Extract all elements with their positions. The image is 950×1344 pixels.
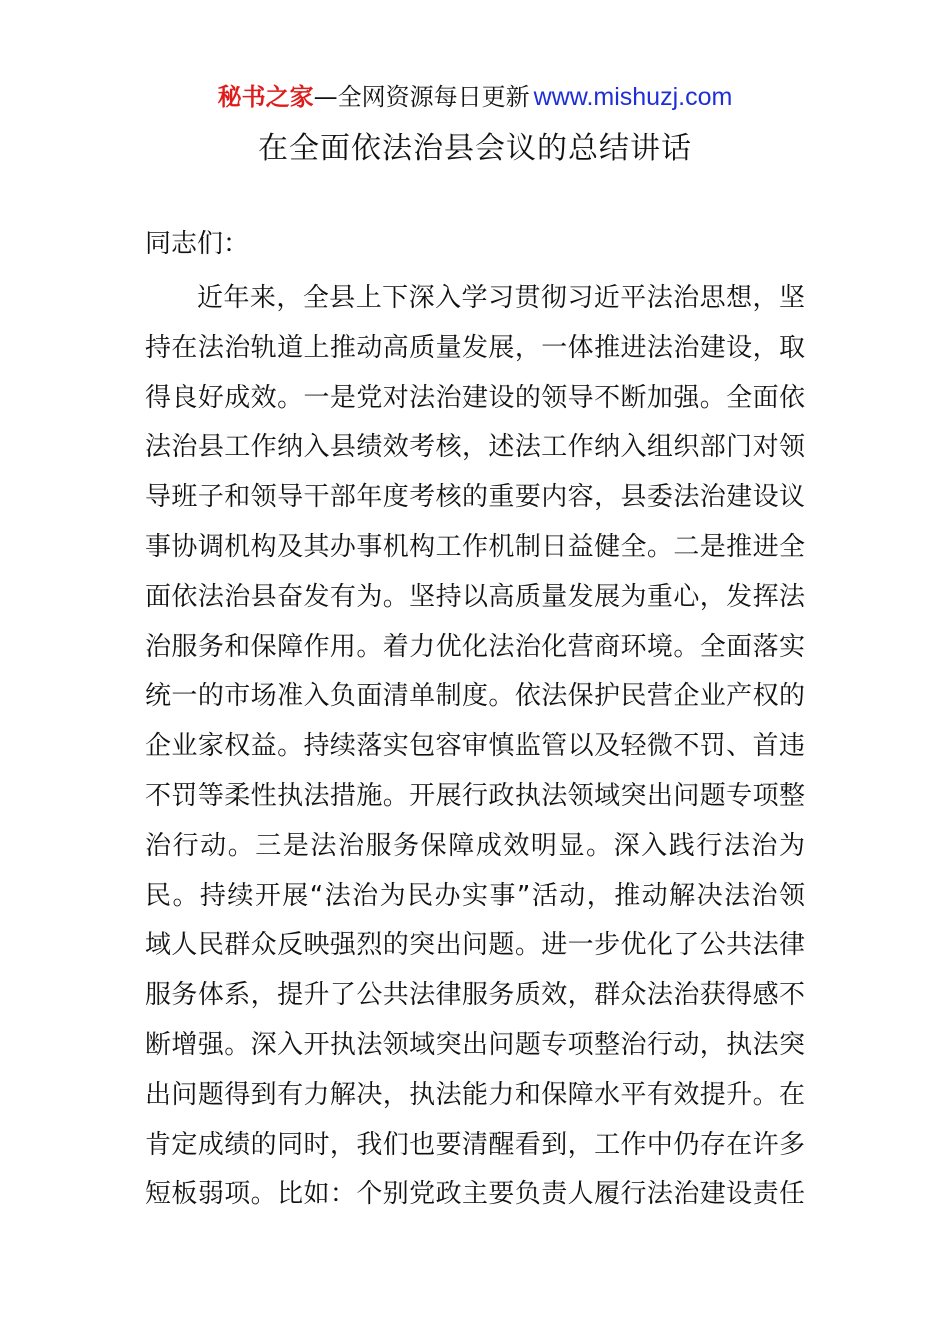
header-tagline: —全网资源每日更新 <box>313 83 530 111</box>
site-header <box>0 80 950 114</box>
body-line: 民。持续开展“法治为民办实事”活动，推动解决法治领 <box>145 880 805 911</box>
body-line: 事协调机构及其办事机构工作机制日益健全。二是推进全 <box>145 531 805 562</box>
body-line: 得良好成效。一是党对法治建设的领导不断加强。全面依 <box>145 382 805 413</box>
body-line: 断增强。深入开执法领域突出问题专项整治行动，执法突 <box>145 1029 805 1060</box>
body-line: 持在法治轨道上推动高质量发展，一体推进法治建设，取 <box>145 332 805 363</box>
body-line: 域人民群众反映强烈的突出问题。进一步优化了公共法律 <box>145 930 805 961</box>
body-line: 面依法治县奋发有为。坚持以高质量发展为重心，发挥法 <box>145 581 805 612</box>
body-line: 法治县工作纳入县绩效考核，述法工作纳入组织部门对领 <box>145 432 805 463</box>
body-line: 统一的市场准入负面清单制度。依法保护民营企业产权的 <box>145 681 805 712</box>
body-line: 短板弱项。比如：个别党政主要负责人履行法治建设责任 <box>145 1179 805 1210</box>
body-line: 服务体系，提升了公共法律服务质效，群众法治获得感不 <box>145 980 805 1011</box>
salutation: 同志们： <box>145 229 250 259</box>
body-line: 治服务和保障作用。着力优化法治化营商环境。全面落实 <box>145 631 805 662</box>
body-paragraph <box>145 274 805 1220</box>
brand-name: 秘书之家 <box>217 83 314 111</box>
body-line: 近年来，全县上下深入学习贯彻习近平法治思想，坚 <box>197 283 805 313</box>
body-line: 导班子和领导干部年度考核的重要内容，县委法治建设议 <box>145 482 805 513</box>
body-line: 企业家权益。持续落实包容审慎监管以及轻微不罚、首违 <box>145 731 805 762</box>
body-line: 治行动。三是法治服务保障成效明显。深入践行法治为 <box>145 830 805 861</box>
body-line: 出问题得到有力解决，执法能力和保障水平有效提升。在 <box>145 1079 805 1110</box>
site-url-link[interactable]: www.mishuzj.com <box>533 83 733 111</box>
document-title: 在全面依法治县会议的总结讲话 <box>258 131 692 166</box>
body-line: 不罚等柔性执法措施。开展行政执法领域突出问题专项整 <box>145 780 805 811</box>
body-line: 肯定成绩的同时，我们也要清醒看到，工作中仍存在许多 <box>145 1129 805 1160</box>
